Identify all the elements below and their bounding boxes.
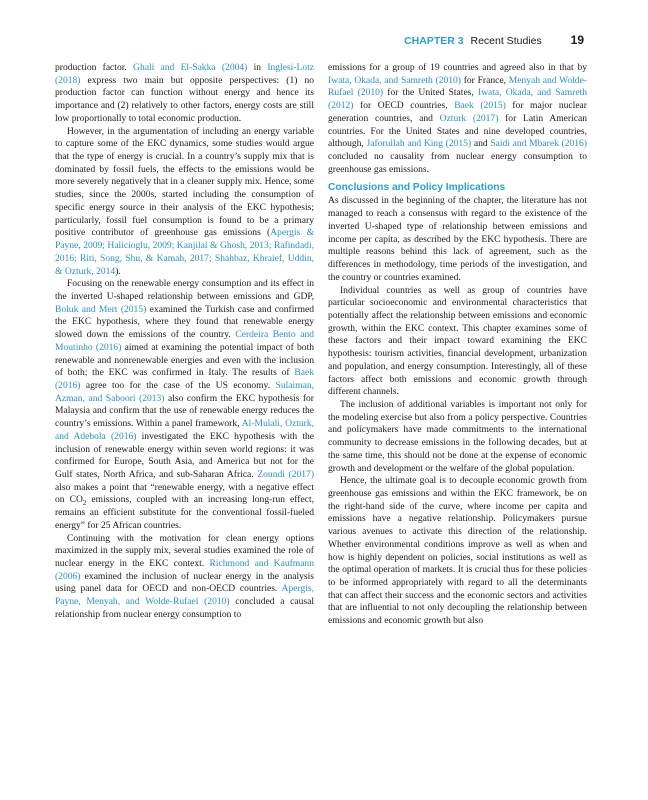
text-run: ). [115, 265, 121, 277]
left-column [55, 62, 314, 622]
running-header [404, 33, 584, 48]
citation-link[interactable]: Zoundi (2017) [257, 469, 315, 480]
citation-link[interactable]: Sulaiman, Azman, and Saboori (2013) [55, 379, 314, 404]
text-run: examined the Turkish case and confirmed the EKC hypothesis, where they found that renewable energy slowed down the emissions of the country. [55, 303, 315, 341]
text-run: for Latin American countries. For the United States and nine developed countries, although, [328, 112, 587, 150]
citation-link[interactable]: Iwata, Okada, and Samreth (2012) [328, 87, 587, 112]
citation-link[interactable]: Boluk and Mert (2015) [55, 303, 147, 315]
text-run: emissions for a group of 19 countries and agreed also in that by [328, 62, 587, 73]
paragraph [55, 62, 314, 126]
paragraph: The inclusion of additional variables is important not only for the modeling exercise but also from a policy perspective. Countries and policymakers have made commitments to the international community to decrease emissions in the following decades, but at the same time, this should not be done at the expense of economic growth and development or the welfare of the global population. [328, 398, 587, 474]
citation-link[interactable]: Baek (2015) [454, 100, 506, 112]
chapter-label: CHAPTER 3 [404, 35, 464, 47]
citation-link[interactable]: Richmond and Kaufmann (2006) [55, 558, 314, 582]
paragraph [328, 62, 587, 176]
subscript: 2 [82, 499, 87, 508]
text-run: and [471, 138, 491, 150]
text-run: for OECD countries, [353, 100, 455, 112]
page-number: 19 [570, 33, 584, 47]
text-run: investigated the EKC hypothesis with the inclusion of renewable energy within seven world regions: it was confirmed for Europe, South Asia, and America but not for the Gulf states, North Africa, and sub-Saharan Africa. [55, 430, 315, 480]
section-heading: Conclusions and Policy Implications [328, 182, 506, 194]
text-run: concluded a causal relationship from nuclear energy consumption to [55, 596, 315, 620]
citation-link[interactable]: Cerdeira Bento and Moutinho (2016) [55, 329, 314, 353]
citation-link[interactable]: Iwata, Okada, and Samreth (2010) [328, 74, 461, 86]
text-run: in [247, 62, 268, 73]
text-run: for major nuclear generation countries, and [328, 100, 587, 124]
paragraph: As discussed in the beginning of the chapter, the literature has not managed to reach a consensus with regard to the existence of the inverted U-shaped type of relationship between emissions and income per capita, as described by the EKC hypothesis. There are multiple reasons behind this lack of agreement, such as the differences in methodology, time periods of the investigation, and the country or countries examined. [328, 195, 587, 283]
text-run: agree too for the case of the US economy. [80, 379, 276, 391]
text-run: aimed at examining the potential impact of both renewable and nonrenewable energies and even with the inclusion of both; the EKC was confirmed in Italy. The results of [55, 341, 314, 379]
text-run: However, in the argumentation of including an energy variable to capture some of the EKC dynamics, some studies would argue that the type of energy is crucial. In a country’s supply mix that is dominated by fossil fuels, the effects to the emissions would be more severely negatively that in a cleaner supply mix. Hence, some studies, since the 2000s, started including the consumption of specific energy source in their analysis of the EKC hypothesis; particularly, fossil fuel consumption is found to be a primary positive contributor of greenhouse gas emissions ( [55, 125, 314, 239]
text-run: Focusing on the renewable energy consumption and its effect in the inverted U-shaped relationship between emissions and GDP, [55, 278, 314, 302]
citation-link[interactable]: Apergis, Payne, Menyah, and Wolde-Rufael (2010) [55, 583, 314, 608]
citation-link[interactable]: Menyah and Wolde-Rufael (2010) [328, 74, 588, 99]
text-run: also makes a point that “renewable energy, with a negative effect on CO [55, 481, 314, 506]
citation-link[interactable]: Ozturk (2017) [439, 112, 499, 124]
text-run: also confirm the EKC hypothesis for Malaysia and confirm that the use of renewable energy reduces the country’s emissions. Within a panel framework, [55, 392, 314, 430]
text-run: for France, [460, 74, 509, 86]
paragraph [55, 278, 314, 532]
text-run: emissions, coupled with an increasing long-run effect, remains an efficient substitute for the conventional fossil-fueled energy” for 25 African countries. [55, 494, 314, 531]
text-run: express two main but opposite perspectives: (1) no production factor can function without energy and hence its importance and (2) relatively to other factors, energy costs are still low proportionally to total economic production. [55, 74, 314, 124]
text-run: production factor. [55, 62, 134, 73]
paragraph [55, 533, 314, 622]
text-run: Continuing with the motivation for clean energy options maximized in the supply mix, several studies examined the role of nuclear energy in the EKC context. [55, 532, 314, 570]
citation-link[interactable]: Baek (2016) [55, 367, 314, 391]
text-run: concluded no causality from nuclear energy consumption to greenhouse gas emissions. [328, 151, 587, 175]
text-run: examined the inclusion of nuclear energy in the analysis using panel data for OECD and non-OECD countries. [55, 570, 314, 595]
citation-link[interactable]: Al-Mulali, Ozturk, and Adebola (2016) [55, 418, 314, 442]
citation-link[interactable]: Inglesi-Lotz (2018) [55, 62, 314, 86]
paragraph [55, 126, 314, 279]
paragraph: Individual countries as well as group of countries have particular socioeconomic and environmental characteristics that potentially affect the relationship between emissions and economic growth, within the EKC context. This chapter examines some of these factors and their impact toward examining the EKC hypothesis: tourism activities, financial development, urbanization and population, and energy consumption. Interestingly, all of these factors affect both emissions and economic growth through different channels. [328, 284, 587, 398]
paragraph: Hence, the ultimate goal is to decouple economic growth from greenhouse gas emissions and within the EKC framework, be on the right-hand side of the curve, where income per capita and emissions have a negative relationship. Policymakers pursue various avenues to activate this direction of the relationship. Whether environmental conditions improve as well as when and how is highly dependent on policies, social institutions as well as the optimal operation of markets. It is crucial thus for these policies to be informed appropriately with regard to all the determinants that can affect their success and the economic sectors and activities that are influential to not only decoupling the relationship between emissions and economic growth but also [328, 475, 587, 627]
running-title: Recent Studies [470, 35, 542, 47]
citation-link[interactable]: Jaforullah and King (2015) [366, 138, 472, 150]
citation-link[interactable]: Saidi and Mbarek (2016) [490, 138, 588, 150]
right-column [328, 62, 587, 628]
citation-link[interactable]: Apergis & Payne, 2009; Halicioglu, 2009; Kanjilal & Ghosh, 2013; Rafindadi, 2016; Riti, Song, Shu, & Kamah, 2017; Shahbaz, Khraief, Uddin, & Ozturk, 2014 [55, 227, 314, 277]
citation-link[interactable]: Ghali and El-Sakka (2004) [133, 62, 248, 73]
text-run: for the United States, [383, 87, 478, 99]
